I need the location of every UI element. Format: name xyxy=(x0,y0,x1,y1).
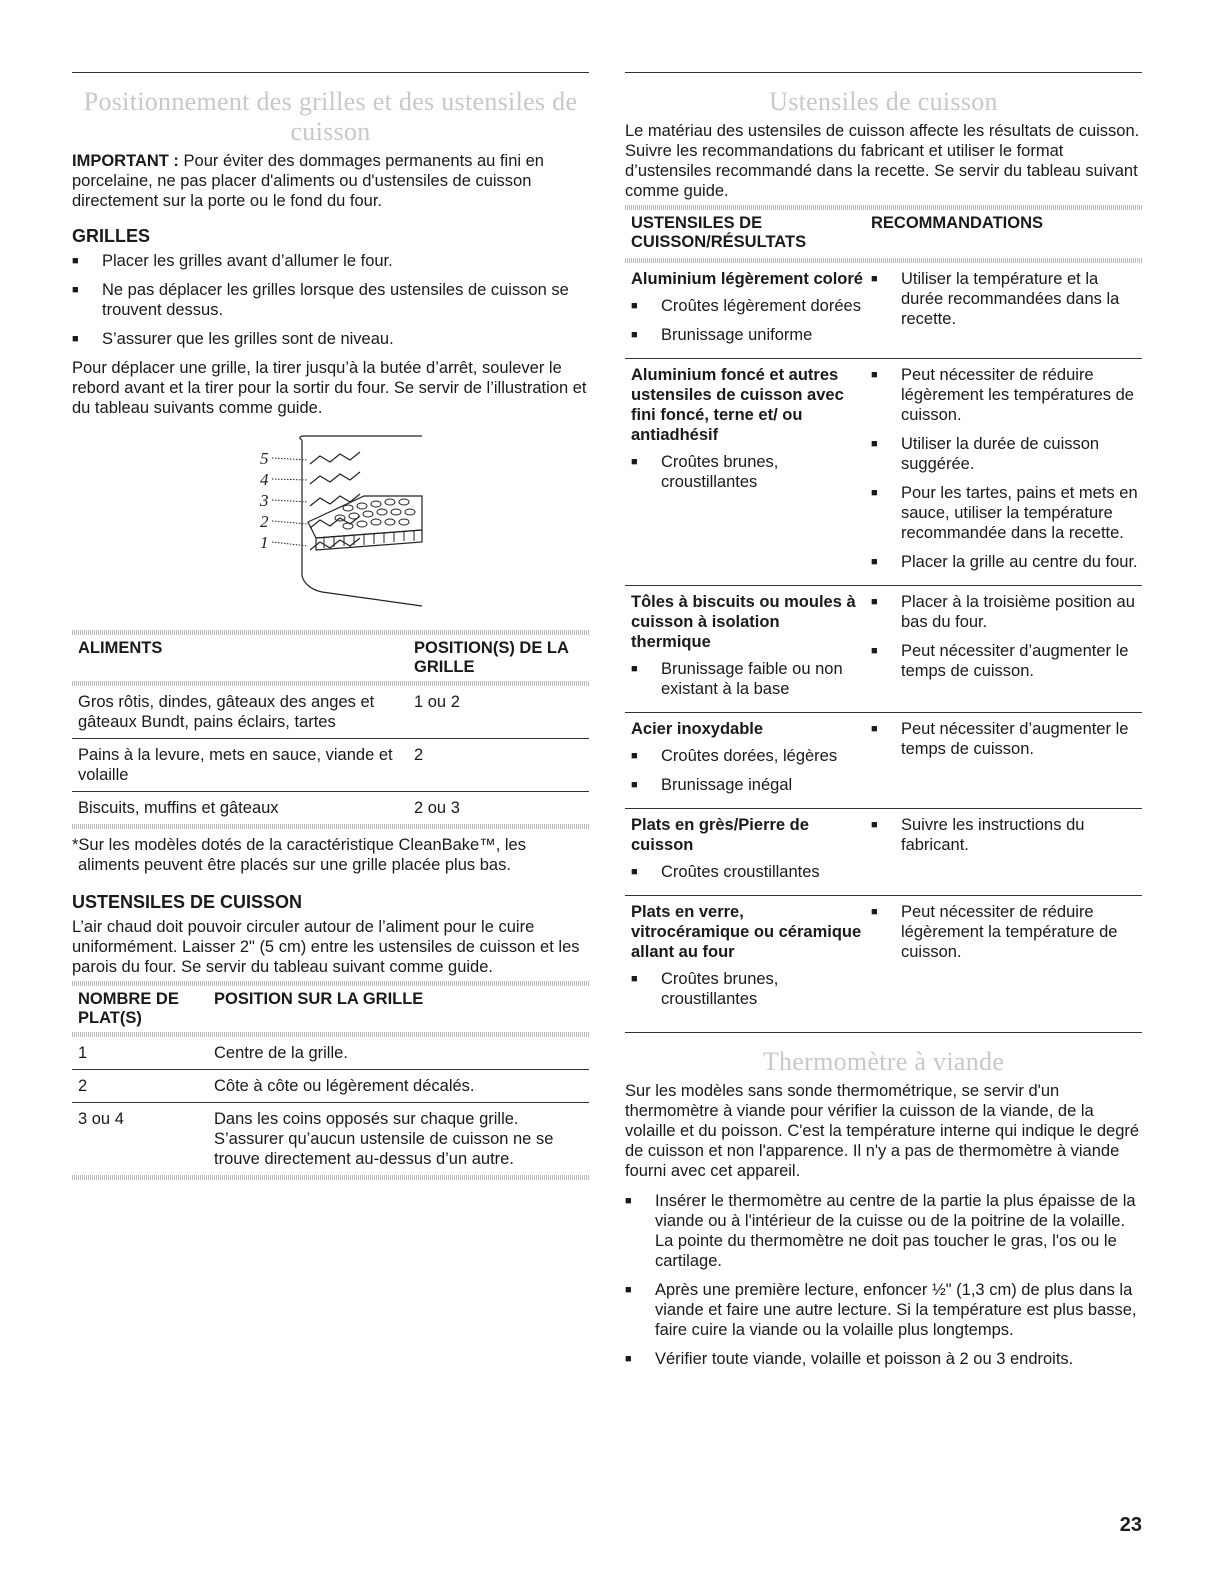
table-row xyxy=(72,1070,589,1103)
section-title-thermometre: Thermomètre à viande xyxy=(762,1047,1005,1076)
results-list xyxy=(631,746,863,795)
list-item: ■ Placer les grilles avant d’allumer le four. xyxy=(72,251,589,271)
list-item: ■ Peut nécessiter d’augmenter le temps de cuisson. xyxy=(871,719,1142,759)
material-cell xyxy=(631,815,871,891)
grilles-heading: GRILLES xyxy=(72,226,151,246)
section-title-ustensiles: Ustensiles de cuisson xyxy=(769,87,998,116)
left-column xyxy=(72,72,589,1180)
table-cell: 1 xyxy=(78,1044,88,1062)
top-rule xyxy=(625,72,1142,73)
list-item: ■ Insérer le thermomètre au centre de la partie la plus épaisse de la viande ou à l'intérieur de la cuisse ou de la poitrine de la volaille. La pointe du thermomètre ne doit pas toucher le gras, l'os ou le cartilage. xyxy=(625,1191,1142,1271)
rack-number: 2 xyxy=(260,512,269,531)
recommendation-cell xyxy=(871,269,1142,354)
rack-illustration xyxy=(72,426,589,616)
table-header xyxy=(72,635,589,681)
recommendation-cell xyxy=(871,592,1142,708)
ustensiles-heading: USTENSILES DE CUISSON xyxy=(72,892,303,912)
rack-number: 1 xyxy=(260,533,269,552)
table-cell: 2 xyxy=(414,746,424,764)
list-item: ■ Brunissage faible ou non existant à la base xyxy=(631,659,863,699)
table-row xyxy=(72,739,589,792)
recommendation-cell xyxy=(871,902,1142,1018)
material-name: Acier inoxydable xyxy=(631,720,764,738)
list-item: ■ Utiliser la température et la durée recommandées dans la recette. xyxy=(871,269,1142,329)
important-paragraph xyxy=(72,151,589,211)
material-name: Aluminium légèrement coloré xyxy=(631,270,863,288)
table-cell: Biscuits, muffins et gâteaux xyxy=(78,799,279,817)
page-number: 23 xyxy=(1119,1514,1142,1536)
list-item: ■ Vérifier toute viande, volaille et poisson à 2 ou 3 endroits. xyxy=(625,1349,1142,1369)
list-item: ■ Croûtes légèrement dorées xyxy=(631,296,863,316)
top-rule xyxy=(72,72,589,73)
table-cell: Dans les coins opposés sur chaque grille. S’assurer qu’aucun ustensile de cuisson ne se trouve directement au-dessus d’un autre. xyxy=(214,1110,554,1168)
header-recommandations: RECOMMANDATIONS xyxy=(871,214,1044,232)
list-item: ■ Utiliser la durée de cuisson suggérée. xyxy=(871,434,1142,474)
table-cell: Pains à la levure, mets en sauce, viande et volaille xyxy=(78,746,393,784)
recommendations-list xyxy=(871,815,1142,855)
list-item: ■ Peut nécessiter de réduire légèrement les températures de cuisson. xyxy=(871,365,1142,425)
grilles-list xyxy=(72,251,589,349)
thermometre-list xyxy=(625,1191,1142,1369)
header-ustensiles: USTENSILES DE CUISSON/RÉSULTATS xyxy=(631,214,807,251)
table-row xyxy=(625,809,1142,896)
header-nombre: NOMBRE DE PLAT(S) xyxy=(78,990,179,1027)
list-item: ■ Suivre les instructions du fabricant. xyxy=(871,815,1142,855)
material-cell xyxy=(631,269,871,354)
list-item: ■ Ne pas déplacer les grilles lorsque des ustensiles de cuisson se trouvent dessus. xyxy=(72,280,589,320)
table-cell: Côte à côte ou légèrement décalés. xyxy=(214,1077,475,1095)
list-item: ■ Croûtes brunes, croustillantes xyxy=(631,452,863,492)
header-position: POSITION SUR LA GRILLE xyxy=(214,990,424,1008)
list-item: ■ Placer à la troisième position au bas du four. xyxy=(871,592,1142,632)
list-item: ■ S’assurer que les grilles sont de niveau. xyxy=(72,329,589,349)
right-column xyxy=(625,72,1142,1378)
rack-number: 3 xyxy=(260,491,269,510)
material-cell xyxy=(631,592,871,708)
important-text: Pour éviter des dommages permanents au fini en porcelaine, ne pas placer d'aliments ou d'ustensiles de cuisson directement sur la porte ou le fond du four. xyxy=(72,152,544,210)
table-row xyxy=(625,713,1142,809)
footnote: *Sur les modèles dotés de la caractéristique CleanBake™, les aliments peuvent être placés sur une grille placée plus bas. xyxy=(72,836,526,874)
material-name: Plats en grès/Pierre de cuisson xyxy=(631,816,809,854)
list-item: ■ Brunissage inégal xyxy=(631,775,863,795)
list-item: ■ Pour les tartes, pains et mets en sauce, utiliser la température recommandée dans la recette. xyxy=(871,483,1142,543)
list-item: ■ Peut nécessiter de réduire légèrement la température de cuisson. xyxy=(871,902,1142,962)
important-label: IMPORTANT : xyxy=(72,152,179,170)
table-hatch xyxy=(72,1175,589,1180)
table-row xyxy=(72,1103,589,1175)
material-name: Tôles à biscuits ou moules à cuisson à isolation thermique xyxy=(631,593,856,651)
header-aliments: ALIMENTS xyxy=(78,639,163,657)
rack-number: 4 xyxy=(260,470,269,489)
material-cell xyxy=(631,719,871,804)
thermometre-intro: Sur les modèles sans sonde thermométrique, se servir d'un thermomètre à viande pour vérifier la cuisson de la viande, de la volaille et du poisson. C'est la température interne qui indique le degré de cuisson et non l'apparence. Il n'y a pas de thermomètre à viande fourni avec cet appareil. xyxy=(625,1082,1140,1180)
recommendation-cell xyxy=(871,815,1142,891)
material-cell xyxy=(631,365,871,581)
table-row xyxy=(72,686,589,739)
recommendations-list xyxy=(871,902,1142,962)
rack-number: 5 xyxy=(260,449,269,468)
results-list xyxy=(631,862,863,882)
oven-rack-diagram xyxy=(72,426,589,616)
results-list xyxy=(631,659,863,699)
table-cell: 2 xyxy=(78,1077,88,1095)
list-item: ■ Placer la grille au centre du four. xyxy=(871,552,1142,572)
table-row xyxy=(625,263,1142,359)
recommendation-cell xyxy=(871,719,1142,804)
ustensiles-intro: Le matériau des ustensiles de cuisson affecte les résultats de cuisson. Suivre les recommandations du fabricant et utiliser le format d’ustensiles recommandé dans la recette. Se servir du tableau suivant comme guide. xyxy=(625,122,1140,200)
table-header xyxy=(625,210,1142,258)
list-item: ■ Brunissage uniforme xyxy=(631,325,863,345)
list-item: ■ Peut nécessiter d’augmenter le temps de cuisson. xyxy=(871,641,1142,681)
move-rack-paragraph: Pour déplacer une grille, la tirer jusqu’à la butée d’arrêt, soulever le rebord avant et la tirer pour la sortir du four. Se servir de l’illustration et du tableau suivants comme guide. xyxy=(72,359,587,417)
section-rule xyxy=(625,1032,1142,1033)
cookware-rows xyxy=(625,263,1142,1022)
list-item: ■ Après une première lecture, enfoncer ½" (1,3 cm) de plus dans la viande et faire une autre lecture. Si la température est plus basse, faire cuire la viande ou la volaille plus longtemps. xyxy=(625,1280,1142,1340)
pan-position-table xyxy=(72,981,589,1180)
recommendation-cell xyxy=(871,365,1142,581)
recommendations-list xyxy=(871,365,1142,572)
section-title-racks: Positionnement des grilles et des ustensiles de cuisson xyxy=(83,87,578,146)
table-row xyxy=(625,586,1142,713)
material-name: Plats en verre, vitrocéramique ou céramique allant au four xyxy=(631,903,862,961)
results-list xyxy=(631,969,863,1009)
recommendations-list xyxy=(871,269,1142,329)
cookware-table xyxy=(625,205,1142,1022)
list-item: ■ Croûtes brunes, croustillantes xyxy=(631,969,863,1009)
rack-position-table xyxy=(72,630,589,829)
table-cell: 2 ou 3 xyxy=(414,799,460,817)
recommendations-list xyxy=(871,719,1142,759)
table-cell: Centre de la grille. xyxy=(214,1044,348,1062)
material-cell xyxy=(631,902,871,1018)
table-row xyxy=(625,896,1142,1022)
ustensiles-paragraph: L’air chaud doit pouvoir circuler autour de l’aliment pour le cuire uniformément. Laisser 2" (5 cm) entre les ustensiles de cuisson et les parois du four. Se servir du tableau suivant comme guide. xyxy=(72,918,580,976)
table-row xyxy=(72,1037,589,1070)
table-row xyxy=(72,792,589,824)
table-header xyxy=(72,986,589,1032)
header-positions: POSITION(S) DE LA GRILLE xyxy=(414,639,569,676)
list-item: ■ Croûtes croustillantes xyxy=(631,862,863,882)
table-cell: 1 ou 2 xyxy=(414,693,460,711)
recommendations-list xyxy=(871,592,1142,681)
results-list xyxy=(631,452,863,492)
table-row xyxy=(625,359,1142,586)
table-cell: 3 ou 4 xyxy=(78,1110,124,1128)
list-item: ■ Croûtes dorées, légères xyxy=(631,746,863,766)
results-list xyxy=(631,296,863,345)
material-name: Aluminium foncé et autres ustensiles de cuisson avec fini foncé, terne et/ ou antiadhésif xyxy=(631,366,844,444)
table-hatch xyxy=(72,824,589,829)
table-cell: Gros rôtis, dindes, gâteaux des anges et gâteaux Bundt, pains éclairs, tartes xyxy=(78,693,375,731)
